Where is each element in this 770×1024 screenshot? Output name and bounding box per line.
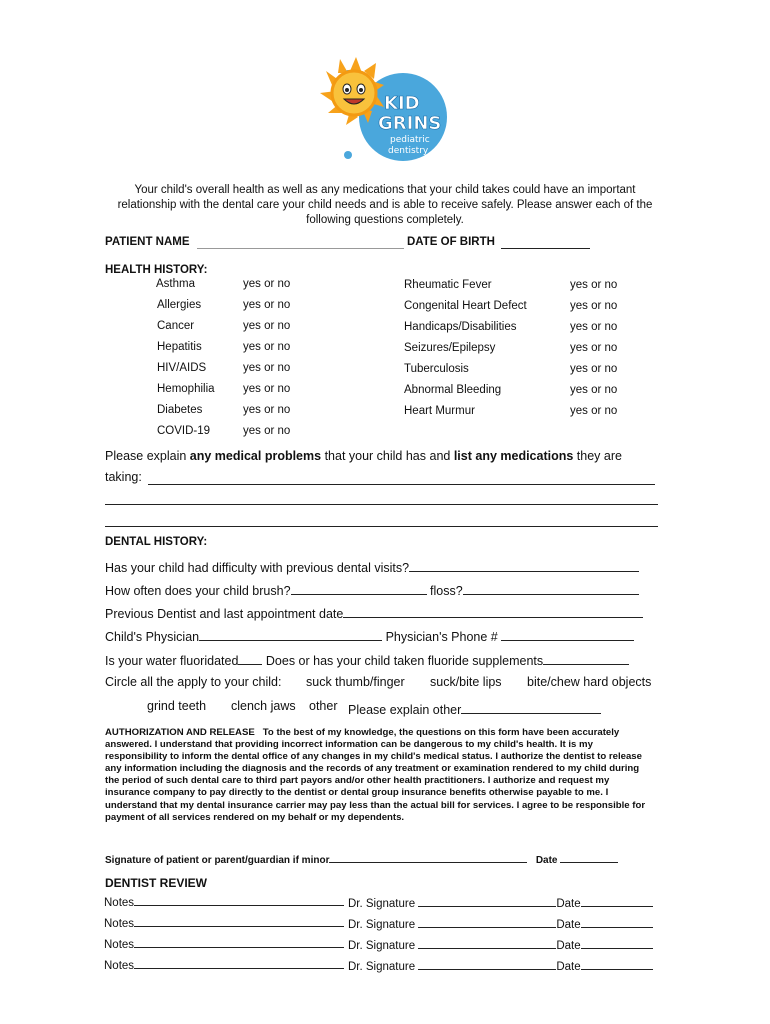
answer-seizures[interactable]: yes or no <box>570 342 618 354</box>
dental-q-previous-dentist <box>105 603 643 621</box>
notes-field[interactable] <box>134 891 344 906</box>
dental-q-circle: Circle all the apply to your child: <box>105 675 282 689</box>
dr-signature-label: Dr. Signature <box>348 940 416 952</box>
answer-hemophilia[interactable]: yes or no <box>243 383 291 395</box>
review-date-field[interactable] <box>581 955 653 970</box>
dr-signature-field[interactable] <box>418 955 556 970</box>
kid-grins-logo <box>318 55 448 165</box>
dentist-review-heading: DENTIST REVIEW <box>105 876 208 890</box>
fluoride-supplements-label: Does or has your child taken fluoride supplements <box>265 654 544 668</box>
option-clench-jaws[interactable]: clench jaws <box>231 699 296 713</box>
medications-line-3[interactable] <box>105 526 658 527</box>
condition-diabetes: Diabetes <box>157 404 203 416</box>
answer-asthma[interactable]: yes or no <box>243 278 291 290</box>
authorization-title: AUTHORIZATION AND RELEASE <box>105 727 255 738</box>
authorization-text: To the best of my knowledge, the questions on this form have been accurately answered. I understand that providing incorrect information can be dangerous to my child's health. It is my responsibility to inform the dental office of any changes in my child's medical status. I authorize the dentist to release any information including the diagnosis and the records of any treatment or examination rendered to my child during the period of such dental care to third part payors and/or other health practitioners. I authorize and request my insurance company to pay directly to the dentist or dental group insurance benefits otherwise payable to me. I understand that my dental insurance carrier may pay less than the actual bill for services. I agree to be responsible for payment of all services rendered on my behalf or my dependents. <box>105 727 646 823</box>
condition-covid-19: COVID-19 <box>157 425 211 437</box>
signature-field[interactable] <box>329 852 527 863</box>
answer-hepatitis[interactable]: yes or no <box>243 341 291 353</box>
option-other[interactable]: other <box>309 699 338 713</box>
dr-signature-field[interactable] <box>418 892 556 907</box>
answer-handicaps[interactable]: yes or no <box>570 321 618 333</box>
dr-signature-field[interactable] <box>418 934 556 949</box>
signature-date-label: Date <box>535 855 558 866</box>
explain-other-field[interactable] <box>461 699 601 714</box>
fluoride-supplements-field[interactable] <box>543 650 629 665</box>
answer-hiv-aids[interactable]: yes or no <box>243 362 291 374</box>
option-bite-hard[interactable]: bite/chew hard objects <box>527 675 652 689</box>
review-date-label: Date <box>556 961 581 973</box>
dr-signature-label: Dr. Signature <box>348 961 416 973</box>
authorization-block <box>105 727 655 824</box>
answer-heart-murmur[interactable]: yes or no <box>570 405 618 417</box>
answer-diabetes[interactable]: yes or no <box>243 404 291 416</box>
previous-dentist-field[interactable] <box>343 603 643 618</box>
review-row-3-sig <box>348 934 653 952</box>
notes-label: Notes <box>104 897 135 909</box>
notes-field[interactable] <box>134 933 344 948</box>
explain-text-1: Please explain <box>105 449 190 463</box>
condition-rheumatic-fever: Rheumatic Fever <box>404 279 492 291</box>
answer-covid-19[interactable]: yes or no <box>243 425 291 437</box>
dental-q-brush <box>105 580 639 598</box>
dob-field[interactable] <box>501 236 590 249</box>
answer-abnormal-bleeding[interactable]: yes or no <box>570 384 618 396</box>
intro-text: Your child's overall health as well as any medications that your child takes could have an important relationship with the dental care your child needs and is able to receive safely. Please answer each of the following questions completely. <box>117 184 653 226</box>
explain-bold-1: any medical problems <box>189 449 322 463</box>
explain-other-label: Please explain other <box>348 703 462 717</box>
brush-label: How often does your child brush? <box>105 584 291 598</box>
notes-label: Notes <box>104 918 135 930</box>
condition-asthma: Asthma <box>156 278 195 290</box>
review-row-3 <box>104 933 344 951</box>
answer-cancer[interactable]: yes or no <box>243 320 291 332</box>
option-grind-teeth[interactable]: grind teeth <box>147 699 207 713</box>
water-fluoridated-label: Is your water fluoridated <box>105 654 239 668</box>
notes-field[interactable] <box>134 954 344 969</box>
physician-phone-field[interactable] <box>501 626 634 641</box>
dental-q-fluoride <box>105 650 629 668</box>
condition-allergies: Allergies <box>157 299 202 311</box>
difficulty-field[interactable] <box>409 557 639 572</box>
health-history-heading: HEALTH HISTORY: <box>105 264 208 276</box>
logo-kid: KID <box>384 93 420 114</box>
answer-rheumatic-fever[interactable]: yes or no <box>570 279 618 291</box>
review-row-4 <box>104 954 344 972</box>
condition-hepatitis: Hepatitis <box>157 341 202 353</box>
dental-history-heading: DENTAL HISTORY: <box>105 536 208 548</box>
signature-date-field[interactable] <box>560 852 618 863</box>
floss-field[interactable] <box>463 580 639 595</box>
option-suck-lips[interactable]: suck/bite lips <box>430 675 502 689</box>
logo-dentistry: dentistry <box>388 146 429 156</box>
option-suck-thumb[interactable]: suck thumb/finger <box>306 675 405 689</box>
dr-signature-label: Dr. Signature <box>348 898 416 910</box>
review-date-field[interactable] <box>581 934 653 949</box>
dr-signature-field[interactable] <box>418 913 556 928</box>
logo-pediatric: pediatric <box>390 135 430 145</box>
condition-seizures: Seizures/Epilepsy <box>404 342 496 354</box>
condition-abnormal-bleeding: Abnormal Bleeding <box>404 384 502 396</box>
signature-row <box>105 852 618 866</box>
condition-heart-murmur: Heart Murmur <box>404 405 475 417</box>
dental-q-physician <box>105 626 634 644</box>
review-date-field[interactable] <box>581 892 653 907</box>
water-fluoridated-field[interactable] <box>238 650 262 665</box>
notes-label: Notes <box>104 960 135 972</box>
physician-field[interactable] <box>199 626 382 641</box>
explain-other <box>348 699 601 717</box>
dob-label: DATE OF BIRTH <box>407 236 495 248</box>
notes-field[interactable] <box>134 912 344 927</box>
review-row-2 <box>104 912 344 930</box>
floss-label: floss? <box>430 584 463 598</box>
review-date-label: Date <box>556 919 581 931</box>
logo-grins: GRINS <box>378 113 442 134</box>
signature-label: Signature of patient or parent/guardian if minor <box>105 855 330 866</box>
patient-name-field[interactable] <box>197 236 404 249</box>
difficulty-label: Has your child had difficulty with previous dental visits? <box>105 561 410 575</box>
physician-phone-label: Physician's Phone # <box>385 630 498 644</box>
answer-allergies[interactable]: yes or no <box>243 299 291 311</box>
answer-tuberculosis[interactable]: yes or no <box>570 363 618 375</box>
review-row-1-sig <box>348 892 653 910</box>
review-date-label: Date <box>556 898 581 910</box>
taking-label: taking: <box>105 470 142 484</box>
brush-field[interactable] <box>291 580 427 595</box>
answer-congenital-heart-defect[interactable]: yes or no <box>570 300 618 312</box>
condition-tuberculosis: Tuberculosis <box>404 363 469 375</box>
dental-q-difficulty <box>105 557 639 575</box>
review-row-1 <box>104 891 344 909</box>
review-row-4-sig <box>348 955 653 973</box>
condition-hemophilia: Hemophilia <box>157 383 215 395</box>
medications-line-2[interactable] <box>105 504 658 505</box>
condition-cancer: Cancer <box>157 320 195 332</box>
previous-dentist-label: Previous Dentist and last appointment date <box>105 607 344 621</box>
review-date-label: Date <box>556 940 581 952</box>
notes-label: Notes <box>104 939 135 951</box>
explain-text-3: they are <box>573 449 622 463</box>
review-date-field[interactable] <box>581 913 653 928</box>
condition-hiv-aids: HIV/AIDS <box>157 362 207 374</box>
review-row-2-sig <box>348 913 653 931</box>
explain-text-2: that your child has and <box>321 449 454 463</box>
explain-bold-2: list any medications <box>453 449 574 463</box>
dr-signature-label: Dr. Signature <box>348 919 416 931</box>
medications-line-1[interactable] <box>148 470 655 485</box>
patient-name-label: PATIENT NAME <box>105 236 190 248</box>
condition-congenital-heart-defect: Congenital Heart Defect <box>404 300 527 312</box>
condition-handicaps: Handicaps/Disabilities <box>404 321 517 333</box>
physician-label: Child's Physician <box>105 630 200 644</box>
